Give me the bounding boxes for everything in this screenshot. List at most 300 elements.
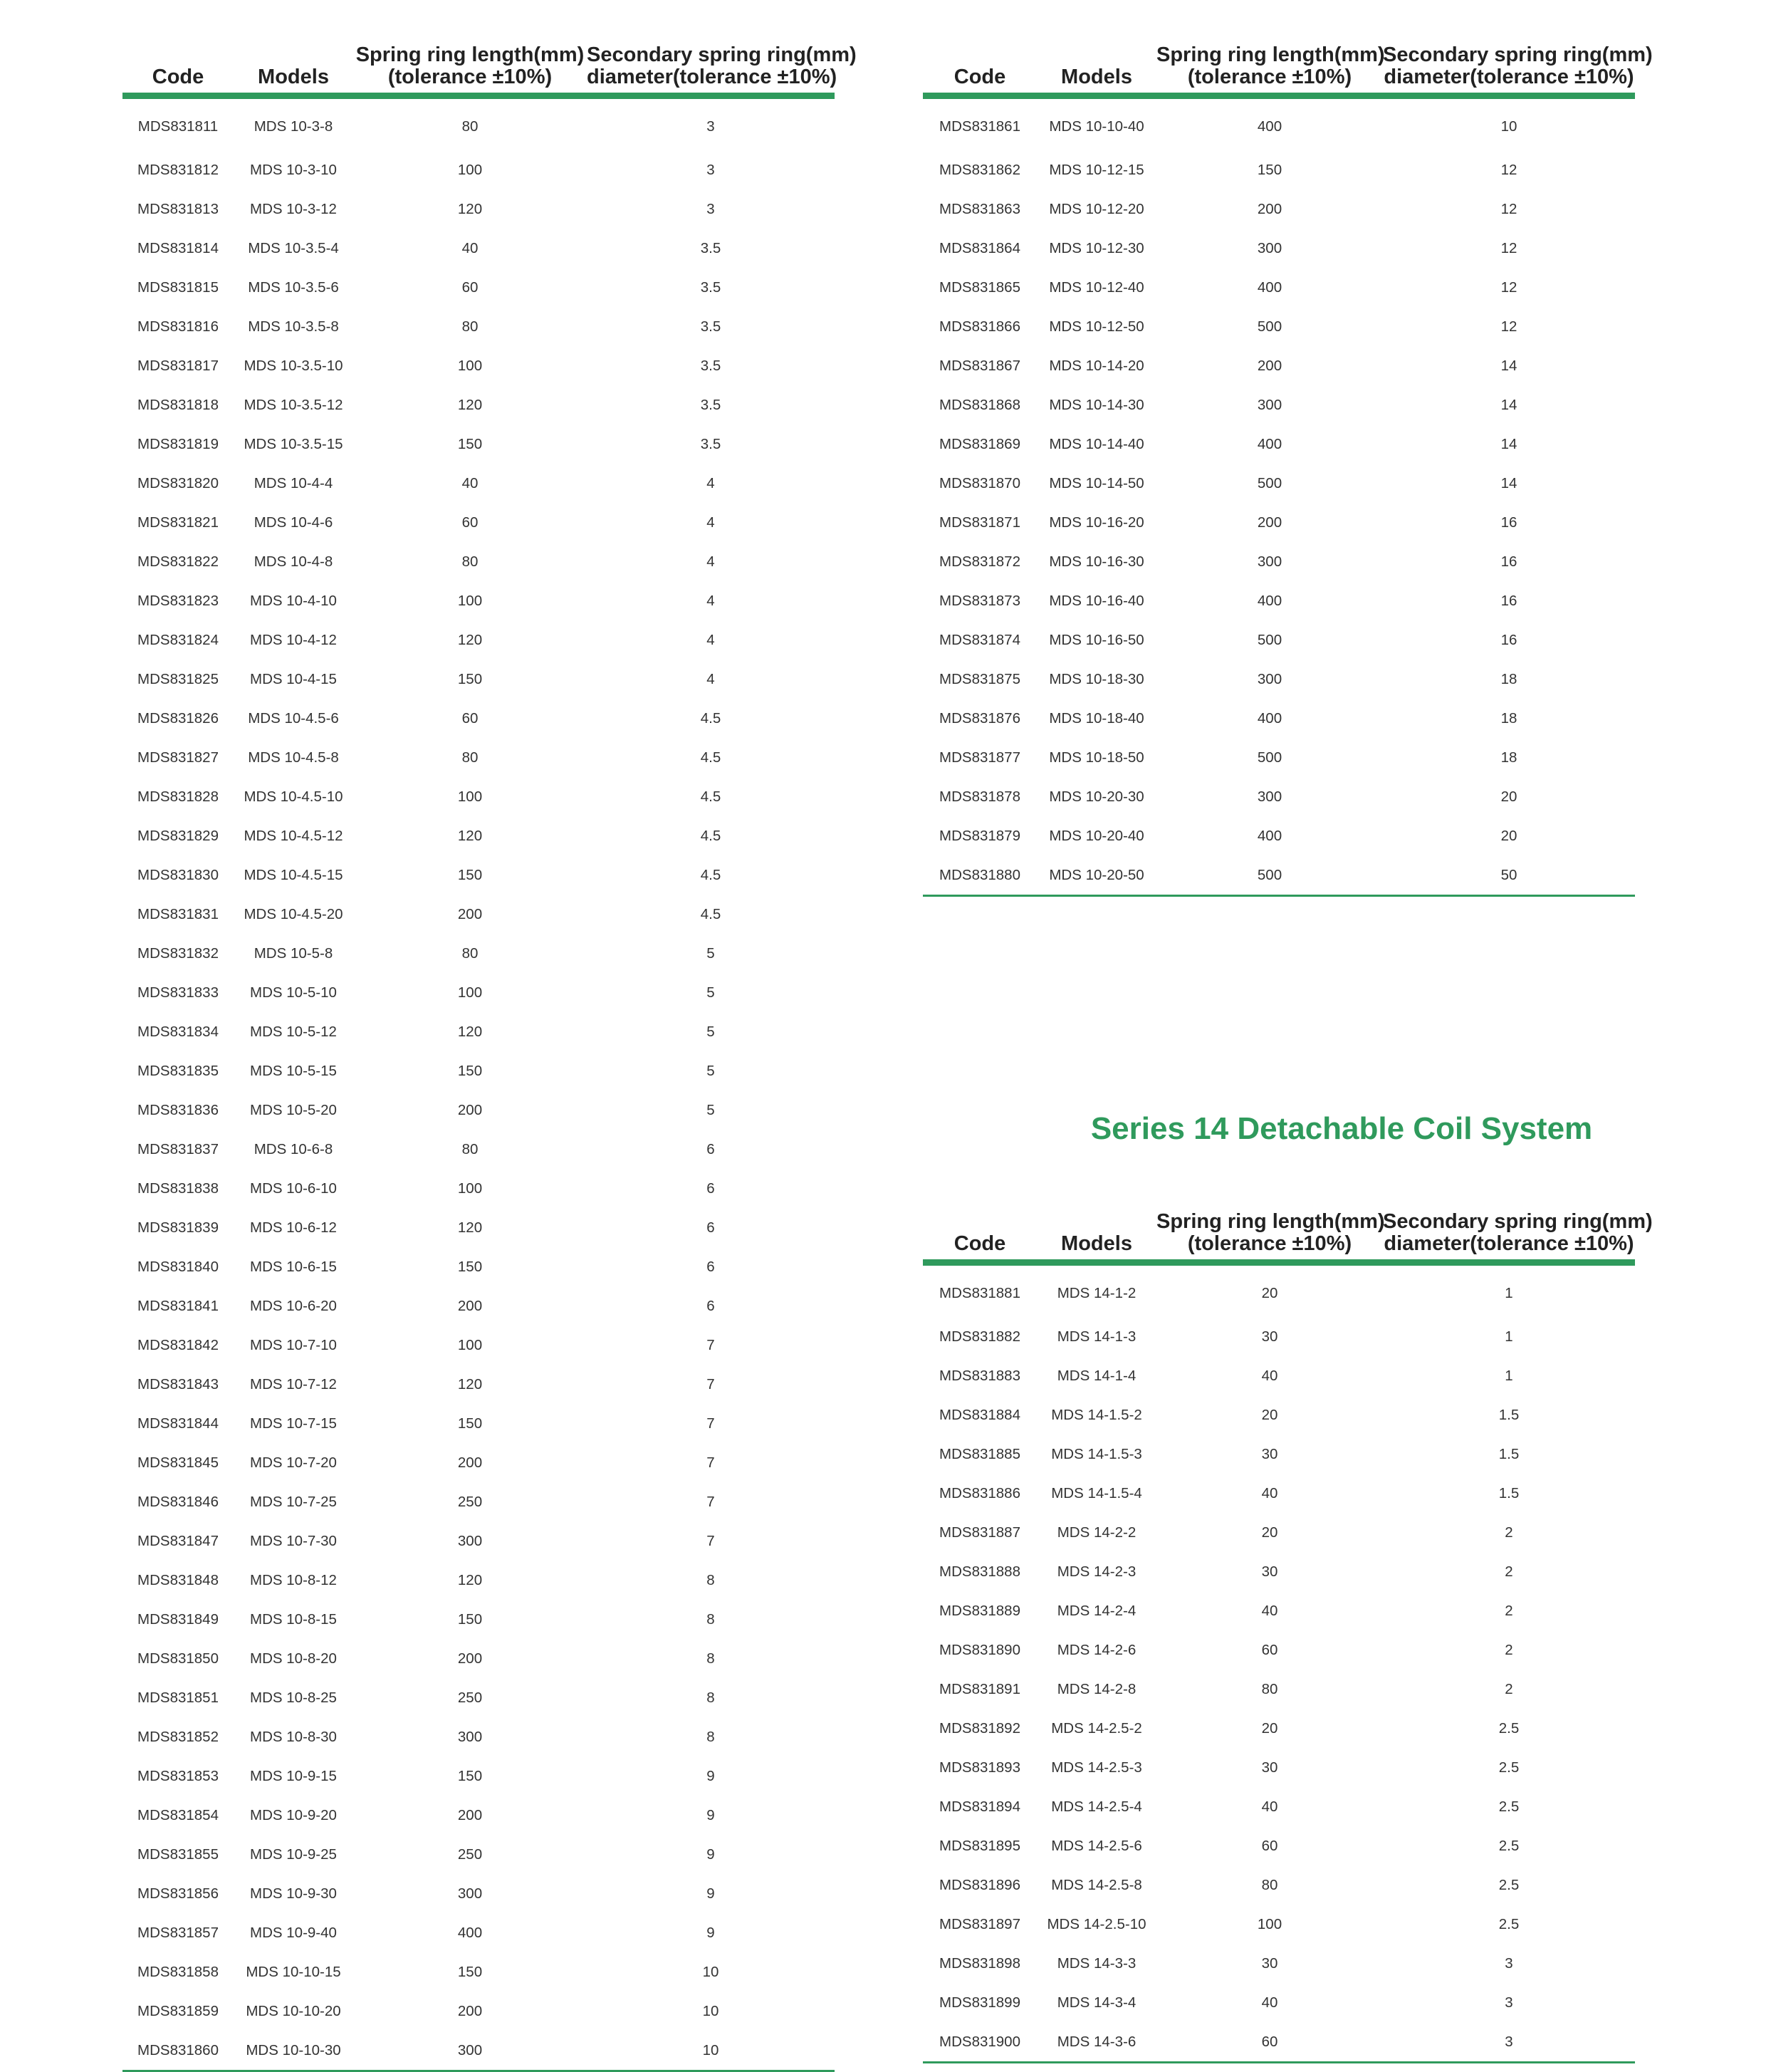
cell-spring-length: 200 — [457, 2002, 483, 2019]
cell-code: MDS831850 — [137, 1650, 219, 1667]
cell-model: MDS 10-12-40 — [1049, 278, 1144, 296]
cell-spring-length: 60 — [461, 709, 479, 727]
cell-spring-length: 80 — [461, 118, 479, 135]
cell-model: MDS 10-8-15 — [250, 1610, 337, 1628]
table-row — [122, 660, 835, 699]
cell-code: MDS831867 — [939, 357, 1020, 374]
cell-spring-length: 400 — [1257, 709, 1282, 727]
cell-model: MDS 10-7-20 — [250, 1454, 337, 1471]
table-row — [122, 581, 835, 620]
table-row — [923, 1865, 1635, 1905]
table-row — [923, 385, 1635, 425]
cell-model: MDS 10-18-40 — [1049, 709, 1144, 727]
cell-model: MDS 14-2.5-4 — [1051, 1798, 1142, 1815]
cell-spring-length: 150 — [457, 435, 483, 452]
cell-code: MDS831848 — [137, 1571, 219, 1588]
cell-secondary-diameter: 4 — [706, 474, 715, 491]
cell-secondary-diameter: 16 — [1500, 592, 1517, 609]
cell-secondary-diameter: 16 — [1500, 553, 1517, 570]
cell-model: MDS 10-4.5-12 — [244, 827, 343, 844]
table-row — [122, 777, 835, 816]
cell-code: MDS831866 — [939, 318, 1020, 335]
cell-model: MDS 10-5-10 — [250, 984, 337, 1001]
cell-spring-length: 200 — [457, 1454, 483, 1471]
cell-model: MDS 14-2-6 — [1057, 1641, 1137, 1658]
cell-model: MDS 10-5-8 — [254, 944, 333, 962]
table-row — [122, 2031, 835, 2071]
cell-secondary-diameter: 4.5 — [700, 709, 721, 727]
cell-model: MDS 10-9-15 — [250, 1767, 337, 1784]
cell-spring-length: 80 — [1261, 1876, 1278, 1893]
table-row — [122, 189, 835, 229]
cell-code: MDS831852 — [137, 1728, 219, 1745]
table-row — [923, 1944, 1635, 1983]
header-spring-length: Spring ring length(mm) (tolerance ±10%) — [1156, 1185, 1383, 1263]
cell-model: MDS 10-18-30 — [1049, 670, 1144, 687]
cell-model: MDS 10-7-15 — [250, 1415, 337, 1432]
cell-code: MDS831839 — [137, 1219, 219, 1236]
cell-secondary-diameter: 6 — [706, 1140, 715, 1157]
cell-spring-length: 40 — [461, 474, 479, 491]
cell-code: MDS831856 — [137, 1885, 219, 1902]
cell-code: MDS831834 — [137, 1023, 219, 1040]
cell-spring-length: 300 — [457, 1532, 483, 1549]
table-row — [122, 1404, 835, 1443]
cell-code: MDS831851 — [137, 1689, 219, 1706]
cell-secondary-diameter: 14 — [1500, 435, 1517, 452]
cell-code: MDS831831 — [137, 905, 219, 922]
cell-model: MDS 10-7-25 — [250, 1493, 337, 1510]
cell-model: MDS 14-1-3 — [1057, 1328, 1137, 1345]
cell-model: MDS 10-8-25 — [250, 1689, 337, 1706]
cell-model: MDS 10-4-15 — [250, 670, 337, 687]
cell-secondary-diameter: 18 — [1500, 749, 1517, 766]
cell-secondary-diameter: 2.5 — [1498, 1915, 1520, 1932]
table-row — [122, 1482, 835, 1521]
cell-spring-length: 30 — [1261, 1954, 1278, 1972]
cell-model: MDS 10-16-20 — [1049, 514, 1144, 531]
cell-code: MDS831825 — [137, 670, 219, 687]
table-row — [923, 542, 1635, 581]
cell-code: MDS831830 — [137, 866, 219, 883]
cell-spring-length: 80 — [461, 944, 479, 962]
cell-spring-length: 80 — [1261, 1680, 1278, 1697]
table-row — [122, 1913, 835, 1952]
table-row — [923, 1356, 1635, 1395]
cell-model: MDS 10-9-25 — [250, 1845, 337, 1863]
cell-secondary-diameter: 5 — [706, 1101, 715, 1118]
cell-model: MDS 10-4-4 — [254, 474, 333, 491]
header-secondary-diameter: Secondary spring ring(mm) diameter(tolerance ±10%) — [1383, 1185, 1635, 1263]
cell-spring-length: 300 — [353, 2031, 587, 2071]
table-row — [923, 699, 1635, 738]
cell-code: MDS831888 — [939, 1563, 1020, 1580]
cell-model: MDS 10-4.5-8 — [248, 749, 339, 766]
table-row — [122, 973, 835, 1012]
cell-model: MDS 10-14-30 — [1049, 396, 1144, 413]
cell-secondary-diameter: 12 — [1500, 318, 1517, 335]
cell-model: MDS 14-2.5-3 — [1051, 1759, 1142, 1776]
cell-code: MDS831829 — [137, 827, 219, 844]
cell-secondary-diameter: 1 — [1505, 1367, 1513, 1384]
cell-secondary-diameter: 3 — [1383, 2022, 1635, 2063]
cell-spring-length: 60 — [461, 278, 479, 296]
cell-model: MDS 14-2.5-2 — [1051, 1719, 1142, 1737]
cell-spring-length: 40 — [1261, 1994, 1278, 2011]
table-row — [122, 464, 835, 503]
cell-model: MDS 14-3-4 — [1057, 1994, 1137, 2011]
cell-code: MDS831844 — [137, 1415, 219, 1432]
table-row — [923, 738, 1635, 777]
cell-secondary-diameter: 3.5 — [700, 318, 721, 335]
table-row — [923, 1395, 1635, 1435]
table-right-top-panel — [923, 19, 1653, 897]
cell-secondary-diameter: 9 — [706, 1924, 715, 1941]
cell-code: MDS831814 — [137, 239, 219, 256]
cell-model: MDS 10-10-15 — [246, 1963, 341, 1980]
cell-secondary-diameter: 4 — [706, 670, 715, 687]
cell-secondary-diameter: 2 — [1505, 1641, 1513, 1658]
table-row — [122, 1247, 835, 1286]
cell-spring-length: 400 — [457, 1924, 483, 1941]
table-row — [122, 1756, 835, 1796]
cell-secondary-diameter: 14 — [1500, 357, 1517, 374]
table-row — [122, 1521, 835, 1561]
table-row — [923, 1826, 1635, 1865]
cell-code: MDS831885 — [939, 1445, 1020, 1462]
table-row — [122, 1561, 835, 1600]
cell-secondary-diameter: 7 — [706, 1375, 715, 1392]
cell-model: MDS 10-5-12 — [250, 1023, 337, 1040]
cell-model: MDS 10-6-10 — [250, 1180, 337, 1197]
cell-secondary-diameter: 3.5 — [700, 357, 721, 374]
cell-model: MDS 10-20-30 — [1049, 788, 1144, 805]
cell-code: MDS831882 — [939, 1328, 1020, 1345]
table-row — [923, 1513, 1635, 1552]
cell-spring-length: 20 — [1261, 1285, 1278, 1301]
cell-spring-length: 300 — [457, 1728, 483, 1745]
table-row — [122, 1208, 835, 1247]
cell-secondary-diameter: 6 — [706, 1219, 715, 1236]
cell-secondary-diameter: 5 — [706, 944, 715, 962]
cell-secondary-diameter: 6 — [706, 1180, 715, 1197]
cell-secondary-diameter: 12 — [1500, 239, 1517, 256]
table-row — [923, 1263, 1635, 1318]
cell-spring-length: 30 — [1261, 1328, 1278, 1345]
cell-model: MDS 10-4-8 — [254, 553, 333, 570]
cell-spring-length: 150 — [457, 1062, 483, 1079]
cell-spring-length: 300 — [1257, 553, 1282, 570]
cell-secondary-diameter: 1.5 — [1498, 1484, 1520, 1501]
cell-secondary-diameter: 4 — [706, 592, 715, 609]
cell-code: MDS831874 — [939, 631, 1020, 648]
cell-code: MDS831881 — [939, 1285, 1020, 1301]
cell-code: MDS831878 — [939, 788, 1020, 805]
cell-secondary-diameter: 2.5 — [1498, 1837, 1520, 1854]
cell-code: MDS831857 — [137, 1924, 219, 1941]
cell-secondary-diameter: 5 — [706, 1062, 715, 1079]
cell-model: MDS 10-9-20 — [250, 1806, 337, 1823]
cell-secondary-diameter: 14 — [1500, 396, 1517, 413]
cell-spring-length: 60 — [461, 514, 479, 531]
cell-secondary-diameter: 8 — [706, 1650, 715, 1667]
cell-code: MDS831886 — [939, 1484, 1020, 1501]
table-row — [923, 777, 1635, 816]
cell-secondary-diameter: 10 — [702, 1963, 719, 1980]
cell-secondary-diameter: 4.5 — [700, 905, 721, 922]
cell-code: MDS831837 — [137, 1140, 219, 1157]
cell-secondary-diameter: 2 — [1505, 1680, 1513, 1697]
cell-secondary-diameter: 3 — [706, 118, 715, 135]
cell-spring-length: 300 — [1257, 788, 1282, 805]
table-row — [122, 425, 835, 464]
cell-code: MDS831849 — [137, 1610, 219, 1628]
cell-model: MDS 10-5-20 — [250, 1101, 337, 1118]
table-row — [923, 581, 1635, 620]
table-row — [122, 1796, 835, 1835]
cell-model: MDS 10-7-12 — [250, 1375, 337, 1392]
cell-code: MDS831832 — [137, 944, 219, 962]
cell-model: MDS 14-1.5-4 — [1051, 1484, 1142, 1501]
cell-spring-length: 100 — [457, 984, 483, 1001]
cell-model: MDS 10-14-50 — [1049, 474, 1144, 491]
cell-secondary-diameter: 7 — [706, 1454, 715, 1471]
cell-secondary-diameter: 5 — [706, 1023, 715, 1040]
cell-code: MDS831892 — [939, 1719, 1020, 1737]
cell-model: MDS 10-3-8 — [254, 118, 333, 135]
cell-model: MDS 10-4.5-15 — [244, 866, 343, 883]
cell-secondary-diameter: 4 — [706, 553, 715, 570]
table-header — [923, 1185, 1653, 1263]
table-row — [923, 1748, 1635, 1787]
cell-code: MDS831817 — [137, 357, 219, 374]
table-row — [923, 268, 1635, 307]
cell-code: MDS831815 — [137, 278, 219, 296]
cell-secondary-diameter: 4.5 — [700, 749, 721, 766]
cell-spring-length: 200 — [1257, 514, 1282, 531]
cell-code: MDS831871 — [939, 514, 1020, 531]
table-row — [923, 1905, 1635, 1944]
cell-model: MDS 10-6-20 — [250, 1297, 337, 1314]
table-header — [122, 19, 857, 96]
cell-spring-length: 250 — [457, 1845, 483, 1863]
table-row — [923, 1552, 1635, 1591]
cell-model: MDS 10-3-10 — [250, 161, 337, 178]
cell-secondary-diameter: 7 — [706, 1493, 715, 1510]
cell-code: MDS831827 — [137, 749, 219, 766]
cell-model: MDS 10-18-50 — [1049, 749, 1144, 766]
table-row — [122, 346, 835, 385]
cell-secondary-diameter: 18 — [1500, 709, 1517, 727]
cell-spring-length: 500 — [1156, 855, 1383, 896]
table-row — [122, 268, 835, 307]
cell-spring-length: 500 — [1257, 474, 1282, 491]
header-spring-length: Spring ring length(mm) (tolerance ±10%) — [353, 19, 587, 96]
table-row — [122, 229, 835, 268]
table-row — [122, 1600, 835, 1639]
table-row — [122, 1717, 835, 1756]
cell-secondary-diameter: 12 — [1500, 200, 1517, 217]
cell-spring-length: 40 — [1261, 1798, 1278, 1815]
table-row — [122, 738, 835, 777]
cell-secondary-diameter: 3 — [1505, 1954, 1513, 1972]
cell-code: MDS831828 — [137, 788, 219, 805]
cell-model: MDS 10-6-15 — [250, 1258, 337, 1275]
table-row — [923, 425, 1635, 464]
cell-secondary-diameter: 1.5 — [1498, 1445, 1520, 1462]
cell-secondary-diameter: 18 — [1500, 670, 1517, 687]
cell-spring-length: 400 — [1257, 435, 1282, 452]
cell-secondary-diameter: 2.5 — [1498, 1719, 1520, 1737]
cell-spring-length: 30 — [1261, 1759, 1278, 1776]
cell-code: MDS831840 — [137, 1258, 219, 1275]
table-row — [122, 1874, 835, 1913]
cell-code: MDS831891 — [939, 1680, 1020, 1697]
table-left-panel — [122, 19, 857, 2072]
table-row — [122, 1443, 835, 1482]
table-row — [122, 1051, 835, 1090]
cell-model: MDS 10-3.5-4 — [248, 239, 339, 256]
cell-secondary-diameter: 10 — [587, 2031, 835, 2071]
table-body — [923, 96, 1635, 896]
cell-code: MDS831820 — [137, 474, 219, 491]
table-row — [122, 1326, 835, 1365]
cell-spring-length: 200 — [457, 905, 483, 922]
cell-spring-length: 200 — [457, 1806, 483, 1823]
cell-code: MDS831879 — [939, 827, 1020, 844]
cell-model: MDS 14-2.5-10 — [1047, 1915, 1146, 1932]
cell-model: MDS 14-1-2 — [1057, 1285, 1137, 1301]
cell-code: MDS831835 — [137, 1062, 219, 1079]
cell-secondary-diameter: 4.5 — [700, 788, 721, 805]
cell-model: MDS 14-1.5-3 — [1051, 1445, 1142, 1462]
cell-model: MDS 10-12-15 — [1049, 161, 1144, 178]
table-row — [923, 346, 1635, 385]
cell-spring-length: 300 — [1257, 670, 1282, 687]
cell-model: MDS 14-2.5-8 — [1051, 1876, 1142, 1893]
cell-spring-length: 300 — [1257, 239, 1282, 256]
cell-model: MDS 10-3.5-10 — [244, 357, 343, 374]
cell-model: MDS 10-4.5-10 — [244, 788, 343, 805]
table-row — [122, 1130, 835, 1169]
cell-spring-length: 120 — [457, 200, 483, 217]
cell-spring-length: 150 — [457, 1610, 483, 1628]
table-row — [122, 1952, 835, 1992]
table-row — [923, 1474, 1635, 1513]
cell-secondary-diameter: 4 — [706, 631, 715, 648]
table-row — [923, 307, 1635, 346]
cell-spring-length: 100 — [457, 161, 483, 178]
cell-code: MDS831826 — [137, 709, 219, 727]
table-header — [923, 19, 1653, 96]
cell-spring-length: 120 — [457, 1219, 483, 1236]
cell-code: MDS831869 — [939, 435, 1020, 452]
cell-spring-length: 120 — [457, 827, 483, 844]
cell-spring-length: 30 — [1261, 1445, 1278, 1462]
cell-secondary-diameter: 7 — [706, 1415, 715, 1432]
cell-secondary-diameter: 1 — [1505, 1328, 1513, 1345]
cell-secondary-diameter: 3.5 — [700, 278, 721, 296]
header-models: Models — [1037, 1185, 1156, 1263]
table-row — [923, 1670, 1635, 1709]
table-row — [122, 1639, 835, 1678]
cell-spring-length: 250 — [457, 1493, 483, 1510]
cell-secondary-diameter: 10 — [702, 2002, 719, 2019]
cell-secondary-diameter: 2 — [1505, 1563, 1513, 1580]
cell-secondary-diameter: 5 — [706, 984, 715, 1001]
cell-secondary-diameter: 2.5 — [1498, 1798, 1520, 1815]
cell-spring-length: 200 — [457, 1650, 483, 1667]
cell-model: MDS 14-2.5-6 — [1051, 1837, 1142, 1854]
cell-code: MDS831843 — [137, 1375, 219, 1392]
cell-secondary-diameter: 9 — [706, 1845, 715, 1863]
cell-code: MDS831812 — [137, 161, 219, 178]
cell-model: MDS 10-14-40 — [1049, 435, 1144, 452]
cell-spring-length: 100 — [457, 788, 483, 805]
table-body — [923, 1263, 1635, 2063]
cell-model: MDS 10-4.5-20 — [244, 905, 343, 922]
cell-spring-length: 60 — [1156, 2022, 1383, 2063]
cell-model: MDS 14-2-4 — [1057, 1602, 1137, 1619]
table-row — [923, 229, 1635, 268]
cell-spring-length: 150 — [457, 1963, 483, 1980]
cell-secondary-diameter: 14 — [1500, 474, 1517, 491]
cell-spring-length: 20 — [1261, 1719, 1278, 1737]
cell-code: MDS831884 — [939, 1406, 1020, 1423]
cell-model: MDS 14-3-3 — [1057, 1954, 1137, 1972]
cell-spring-length: 400 — [1257, 278, 1282, 296]
table-row — [122, 1678, 835, 1717]
cell-code: MDS831893 — [939, 1759, 1020, 1776]
table-row — [923, 1435, 1635, 1474]
table-row — [122, 1365, 835, 1404]
cell-code: MDS831873 — [939, 592, 1020, 609]
cell-secondary-diameter: 12 — [1500, 278, 1517, 296]
cell-spring-length: 400 — [1257, 118, 1282, 135]
table-row — [122, 620, 835, 660]
cell-secondary-diameter: 16 — [1500, 631, 1517, 648]
cell-code: MDS831872 — [939, 553, 1020, 570]
cell-spring-length: 100 — [457, 592, 483, 609]
cell-secondary-diameter: 9 — [706, 1767, 715, 1784]
cell-spring-length: 100 — [457, 357, 483, 374]
cell-spring-length: 40 — [1261, 1484, 1278, 1501]
cell-code: MDS831895 — [939, 1837, 1020, 1854]
table-row — [923, 1709, 1635, 1748]
cell-code: MDS831868 — [939, 396, 1020, 413]
cell-spring-length: 80 — [461, 553, 479, 570]
cell-spring-length: 500 — [1257, 631, 1282, 648]
cell-spring-length: 200 — [1257, 357, 1282, 374]
table-row — [122, 1169, 835, 1208]
cell-secondary-diameter: 6 — [706, 1297, 715, 1314]
cell-model: MDS 10-12-20 — [1049, 200, 1144, 217]
cell-model: MDS 10-3.5-12 — [244, 396, 343, 413]
table-row — [122, 1090, 835, 1130]
cell-model: MDS 10-9-30 — [250, 1885, 337, 1902]
cell-model: MDS 10-4-10 — [250, 592, 337, 609]
cell-code: MDS831859 — [137, 2002, 219, 2019]
cell-model: MDS 10-6-12 — [250, 1219, 337, 1236]
cell-secondary-diameter: 20 — [1500, 827, 1517, 844]
cell-secondary-diameter: 16 — [1500, 514, 1517, 531]
cell-spring-length: 60 — [1261, 1641, 1278, 1658]
cell-secondary-diameter: 10 — [1500, 118, 1517, 135]
table-row — [923, 620, 1635, 660]
cell-spring-length: 200 — [1257, 200, 1282, 217]
series-14-title: Series 14 Detachable Coil System — [1090, 1111, 1593, 1146]
table-row — [923, 2022, 1635, 2063]
